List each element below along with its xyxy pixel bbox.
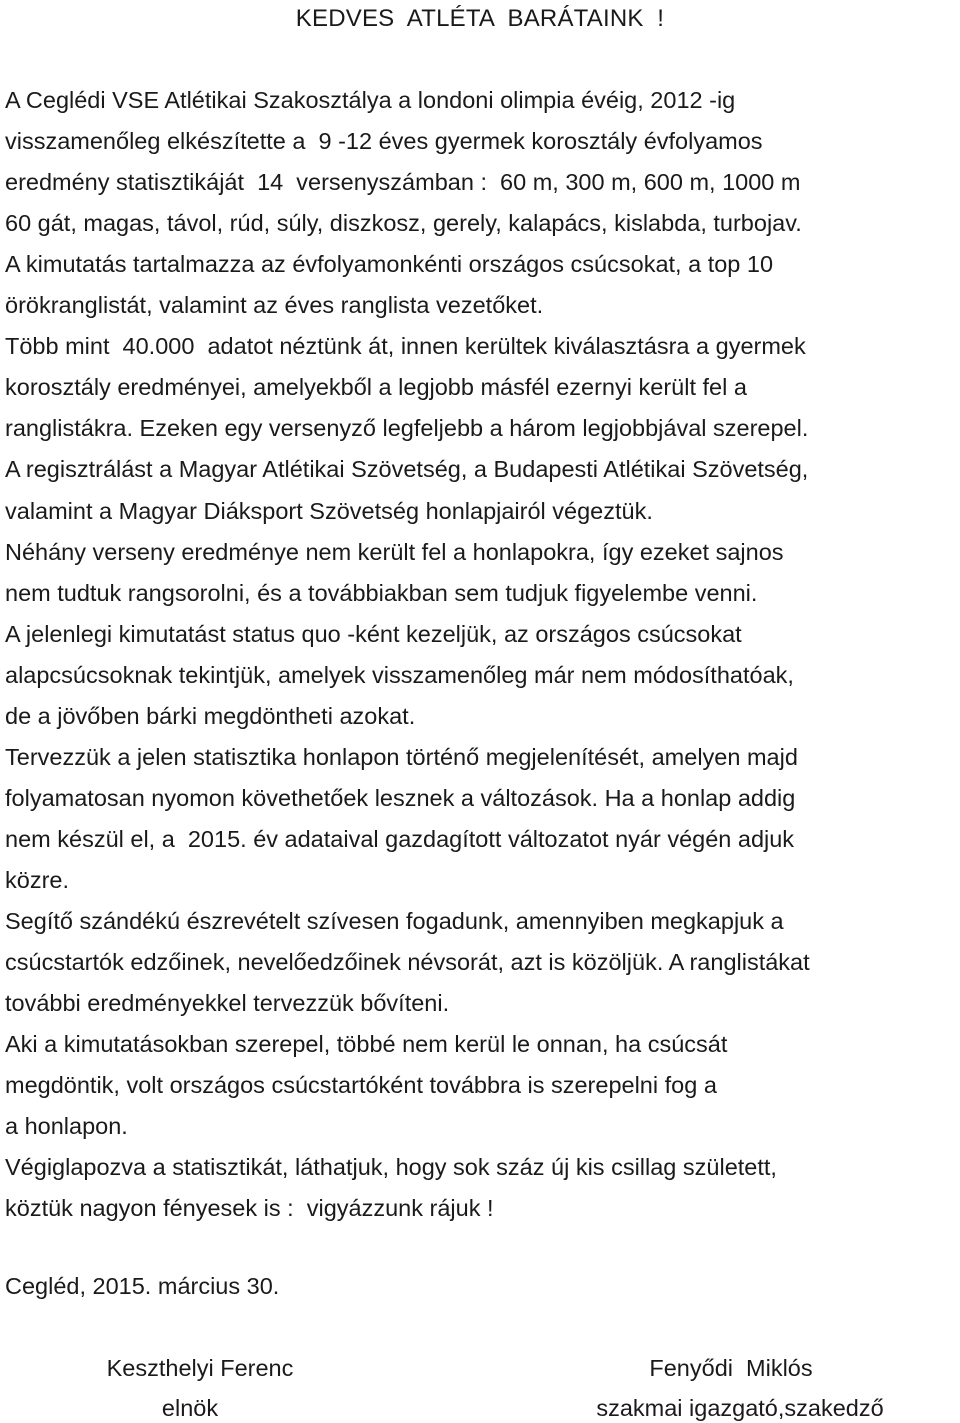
body-line: Aki a kimutatásokban szerepel, többé nem kerül le onnan, ha csúcsát bbox=[5, 1031, 728, 1058]
body-line: ranglistákra. Ezeken egy versenyző legfeljebb a három legjobbjával szerepel. bbox=[5, 415, 809, 442]
body-line: megdöntik, volt országos csúcstartóként továbbra is szerepelni fog a bbox=[5, 1072, 717, 1099]
body-line: Tervezzük a jelen statisztika honlapon történő megjelenítését, amelyen majd bbox=[5, 743, 798, 770]
letter-title: KEDVES ATLÉTA BARÁTAINK ! bbox=[295, 5, 665, 32]
body-line: de a jövőben bárki megdöntheti azokat. bbox=[5, 702, 416, 729]
body-line: nem tudtuk rangsorolni, és a továbbiakban sem tudjuk figyelembe venni. bbox=[5, 579, 758, 606]
signature-role-left: elnök bbox=[161, 1395, 219, 1421]
body-line: visszamenőleg elkészítette a 9 -12 éves gyermek korosztály évfolyamos bbox=[5, 128, 763, 154]
body-line: Végiglapozva a statisztikát, láthatjuk, hogy sok száz új kis csillag született, bbox=[5, 1154, 777, 1181]
body-line: közre. bbox=[5, 866, 69, 893]
body-line: 60 gát, magas, távol, rúd, súly, diszkosz, gerely, kalapács, kislabda, turbojav. bbox=[5, 210, 802, 237]
body-line: eredmény statisztikáját 14 versenyszámban : 60 m, 300 m, 600 m, 1000 m bbox=[5, 169, 801, 196]
body-line: csúcstartók edzőinek, nevelőedzőinek névsorát, azt is közöljük. A ranglistákat bbox=[5, 949, 810, 975]
body-line: köztük nagyon fényesek is : vigyázzunk rájuk ! bbox=[5, 1195, 494, 1222]
body-line: A Ceglédi VSE Atlétikai Szakosztálya a londoni olimpia évéig, 2012 -ig bbox=[5, 87, 736, 113]
body-line: Néhány verseny eredménye nem került fel a honlapokra, így ezeket sajnos bbox=[5, 538, 784, 565]
body-line: A regisztrálást a Magyar Atlétikai Szövetség, a Budapesti Atlétikai Szövetség, bbox=[5, 456, 809, 483]
body-line: Segítő szándékú észrevételt szívesen fogadunk, amennyiben megkapjuk a bbox=[5, 908, 784, 934]
body-line: alapcsúcsoknak tekintjük, amelyek visszamenőleg már nem módosíthatóak, bbox=[5, 661, 794, 688]
signature-name-left: Keszthelyi Ferenc bbox=[106, 1355, 294, 1381]
body-line: A jelenlegi kimutatást status quo -ként kezeljük, az országos csúcsokat bbox=[5, 620, 742, 647]
body-line: további eredményekkel tervezzük bővíteni. bbox=[5, 990, 450, 1017]
body-line: A kimutatás tartalmazza az évfolyamonkénti országos csúcsokat, a top 10 bbox=[5, 251, 774, 278]
signature-role-right: szakmai igazgató,szakedző bbox=[596, 1395, 884, 1421]
body-line: a honlapon. bbox=[5, 1113, 128, 1140]
body-line: folyamatosan nyomon követhetőek lesznek a változások. Ha a honlap addig bbox=[5, 784, 796, 811]
signature-name-right: Fenyődi Miklós bbox=[649, 1355, 813, 1381]
body-line: korosztály eredményei, amelyekből a legjobb másfél ezernyi került fel a bbox=[5, 374, 747, 401]
body-line: örökranglistát, valamint az éves ranglista vezetőket. bbox=[5, 292, 544, 319]
date-line: Cegléd, 2015. március 30. bbox=[5, 1273, 280, 1299]
body-line: valamint a Magyar Diáksport Szövetség honlapjairól végeztük. bbox=[5, 497, 653, 524]
body-line: nem készül el, a 2015. év adataival gazdagított változatot nyár végén adjuk bbox=[5, 825, 795, 852]
body-line: Több mint 40.000 adatot néztünk át, innen kerültek kiválasztásra a gyermek bbox=[5, 333, 806, 360]
